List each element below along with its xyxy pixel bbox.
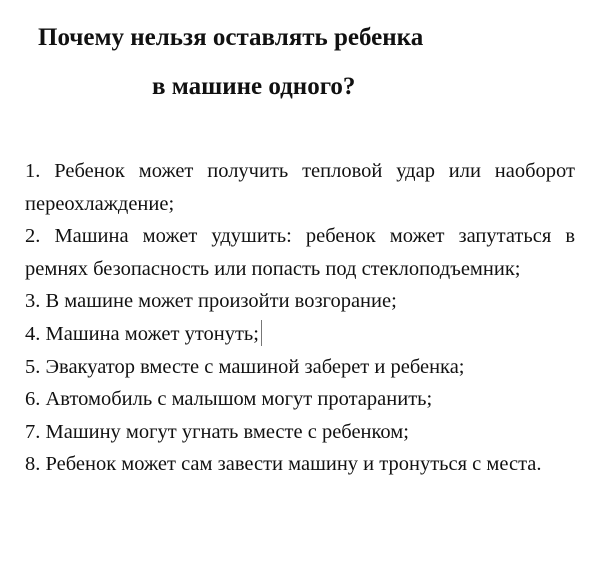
text-cursor <box>261 320 262 346</box>
reasons-list <box>25 155 575 481</box>
list-item-3: 3. В машине может произойти возгорание; <box>25 290 397 313</box>
list-item-4-text: 4. Машина может утонуть; <box>25 322 259 345</box>
list-item-8: 8. Ребенок может сам завести машину и тронуться с места. <box>25 453 542 476</box>
list-item-7: 7. Машину могут угнать вместе с ребенком; <box>25 420 409 443</box>
document-title-line-2: в машине одного? <box>152 73 356 100</box>
list-item-1: 1. Ребенок может получить тепловой удар или наоборот переохлаждение; <box>25 160 575 215</box>
list-item-5: 5. Эвакуатор вместе с машиной заберет и ребенка; <box>25 355 465 378</box>
list-item-6: 6. Автомобиль с малышом могут протаранить; <box>25 388 433 411</box>
document-title-line-1: Почему нельзя оставлять ребенка <box>38 24 424 51</box>
list-item-2: 2. Машина может удушить: ребенок может запутаться в ремнях безопасность или попасть под стеклоподъемник; <box>25 225 575 280</box>
list-item-4 <box>25 318 575 351</box>
